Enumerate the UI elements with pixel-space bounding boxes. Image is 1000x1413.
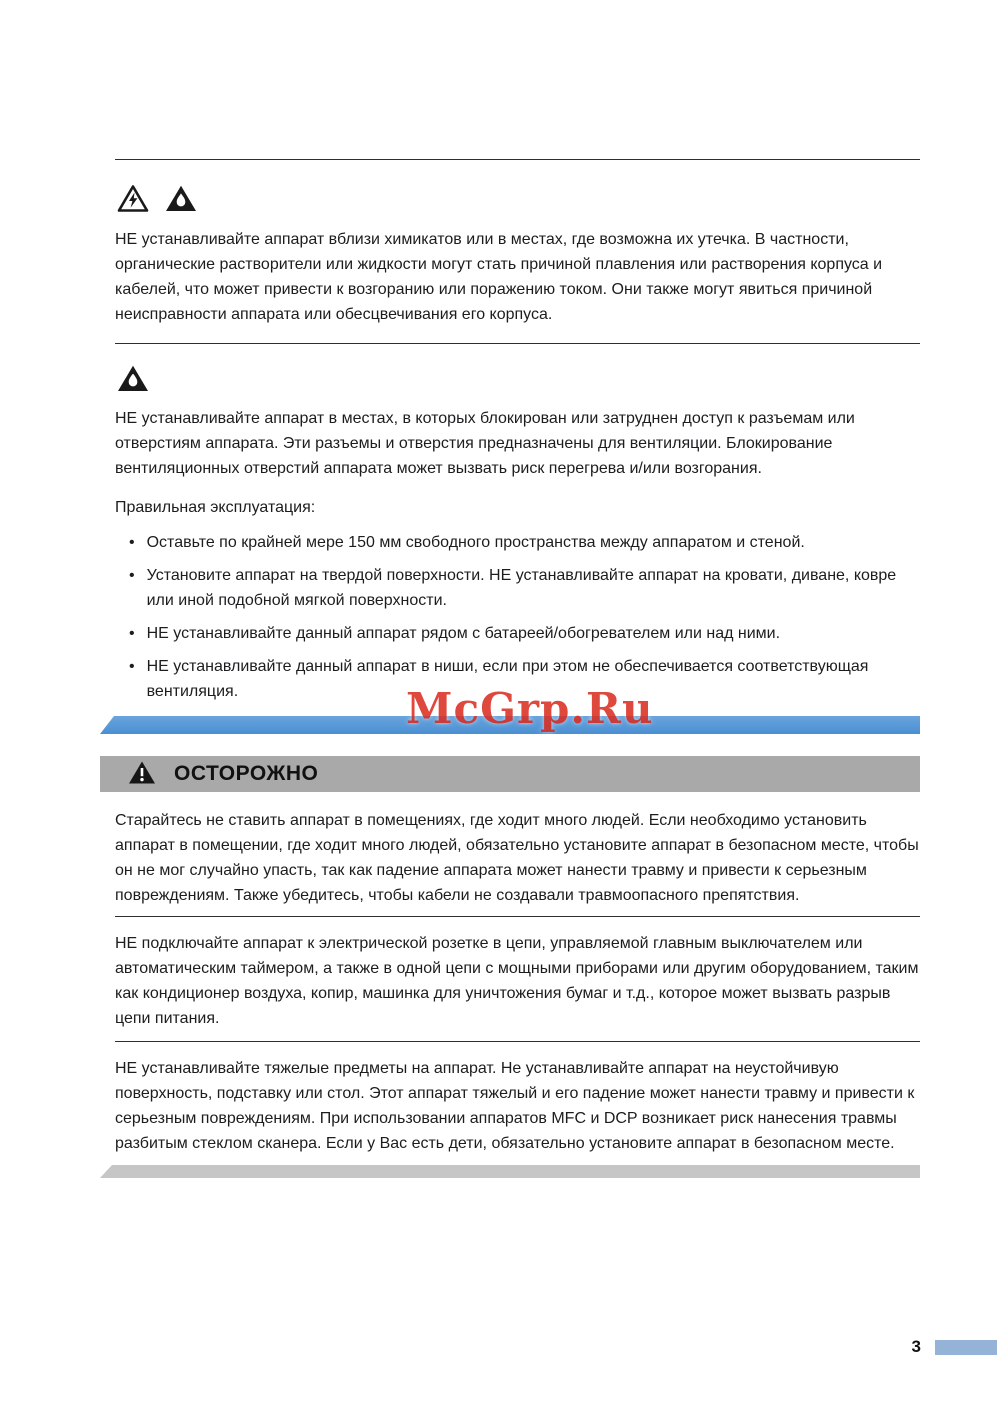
- caution-paragraph: НЕ подключайте аппарат к электрической розетке в цепи, управляемой главным выключателем или автоматическим таймером, а также в одной цепи с мощными приборами или другим оборудованием, таким как кондиционер воздуха, копир, машинка для уничтожения бумаг и т.д., которое может вызвать разрыв цепи питания.: [115, 935, 919, 1027]
- bullet-text: Оставьте по крайней мере 150 мм свободного пространства между аппаратом и стеной.: [146, 534, 805, 551]
- proper-use-heading: Правильная эксплуатация:: [115, 499, 316, 516]
- bullet-marker: •: [129, 625, 135, 642]
- section-divider-rule: [115, 343, 920, 344]
- top-rule: [115, 159, 920, 160]
- caution-paragraph: Старайтесь не ставить аппарат в помещениях, где ходит много людей. Если необходимо установить аппарат в помещении, где ходит много людей, обязательно установите аппарат в безопасном месте, чтобы он не мог случайно упасть, так как падение аппарата может нанести травму и привести к серьезным повреждениям. Также убедитесь, чтобы кабели не создавали травмоопасного препятствия.: [115, 812, 919, 904]
- fire-hazard-icon: [117, 364, 149, 393]
- hazard-icon-row: [117, 184, 920, 213]
- page-number-badge: [935, 1340, 997, 1355]
- section-accent-bar: [100, 716, 920, 734]
- warning-section-ventilation: [115, 364, 920, 704]
- bullet-marker: •: [129, 567, 135, 584]
- electrical-hazard-icon: [117, 184, 149, 213]
- warning-paragraph-chemicals: НЕ устанавливайте аппарат вблизи химикатов или в местах, где возможна их утечка. В частности, органические растворители или жидкости могут стать причиной плавления или растворения корпуса и кабелей, что может привести к возгоранию или поражению током. Они также могут явиться причиной неисправности аппарата или обесцвечивания его корпуса.: [115, 231, 883, 323]
- footer-accent-bar: [100, 1165, 920, 1178]
- warning-paragraph-ventilation: НЕ устанавливайте аппарат в местах, в которых блокирован или затруднен доступ к разъемам или отверстиям аппарата. Эти разъемы и отверстия предназначены для вентиляции. Блокирование вентиляционных отверстий аппарата может вызвать риск перегрева и/или возгорания.: [115, 410, 855, 477]
- fire-hazard-icon: [165, 184, 197, 213]
- warning-triangle-icon: [128, 760, 160, 789]
- proper-use-list: [115, 530, 920, 704]
- bullet-marker: •: [129, 534, 135, 551]
- bullet-text: Установите аппарат на твердой поверхности. НЕ устанавливайте аппарат на кровати, диване, ковре или иной подобной мягкой поверхности.: [146, 567, 897, 609]
- caution-content: [0, 808, 1000, 1156]
- list-item: [129, 621, 920, 646]
- list-item: [129, 530, 920, 555]
- warning-section-chemicals: [115, 184, 920, 327]
- bullet-text: НЕ устанавливайте данный аппарат в ниши, если при этом не обеспечивается соответствующая вентиляция.: [146, 658, 869, 700]
- paragraph-divider-rule: [115, 1041, 920, 1042]
- list-item: [129, 654, 920, 704]
- caution-header-bar: [100, 756, 920, 792]
- watermark: McGrp.Ru: [406, 684, 654, 733]
- caution-paragraph: НЕ устанавливайте тяжелые предметы на аппарат. Не устанавливайте аппарат на неустойчивую поверхность, подставку или стол. Этот аппарат тяжелый и его падение может нанести травму и привести к серьезным повреждениям. При использовании аппаратов MFC и DCP возникает риск нанесения травмы разбитым стеклом сканера. Если у Вас есть дети, обязательно установите аппарат в безопасном месте.: [115, 1060, 915, 1152]
- page-footer: [0, 1337, 1000, 1357]
- caution-title: ОСТОРОЖНО: [174, 762, 319, 785]
- list-item: [129, 563, 920, 613]
- page-number: 3: [911, 1337, 921, 1356]
- paragraph-divider-rule: [115, 916, 920, 917]
- hazard-icon-row: [117, 364, 920, 393]
- upper-content: [0, 159, 1000, 704]
- bullet-text: НЕ устанавливайте данный аппарат рядом с батареей/обогревателем или над ними.: [146, 625, 781, 642]
- bullet-marker: •: [129, 658, 135, 675]
